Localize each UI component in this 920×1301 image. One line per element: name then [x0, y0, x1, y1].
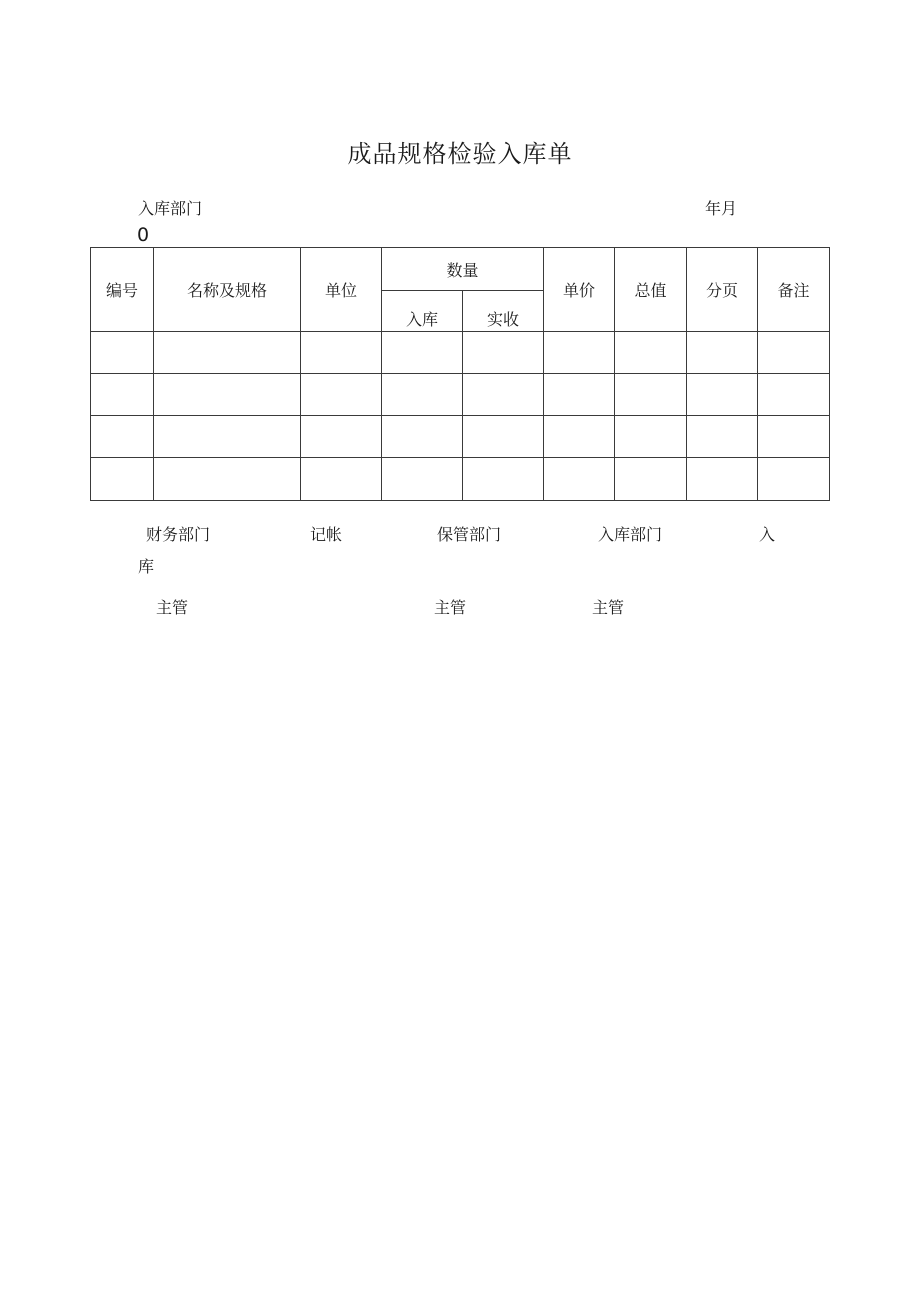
table-cell[interactable] [615, 374, 687, 416]
table-cell[interactable] [463, 416, 544, 458]
table-cell[interactable] [301, 332, 382, 374]
table-row [91, 332, 830, 374]
col-header-page: 分页 [687, 248, 758, 332]
table-cell[interactable] [758, 458, 830, 501]
table-cell[interactable] [615, 332, 687, 374]
col-header-name: 名称及规格 [154, 248, 301, 332]
table-cell[interactable] [758, 374, 830, 416]
table-cell[interactable] [154, 458, 301, 501]
inbound-char-label: 入 [759, 525, 776, 544]
table-cell[interactable] [544, 374, 615, 416]
table-cell[interactable] [91, 416, 154, 458]
header-row [91, 248, 830, 291]
table-row [91, 374, 830, 416]
date-label: 年月 [705, 199, 738, 218]
table-cell[interactable] [382, 332, 463, 374]
table-cell[interactable] [615, 416, 687, 458]
table-row [91, 416, 830, 458]
table-cell[interactable] [154, 374, 301, 416]
col-header-qty-in [382, 291, 463, 332]
dept-label: 入库部门 [138, 199, 203, 218]
table-cell[interactable] [91, 332, 154, 374]
table-cell[interactable] [91, 374, 154, 416]
col-header-qty-actual [463, 291, 544, 332]
table-cell[interactable] [758, 332, 830, 374]
table-cell[interactable] [544, 332, 615, 374]
table-cell[interactable] [615, 458, 687, 501]
inbound-char2-label: 库 [138, 557, 155, 576]
col-header-total: 总值 [615, 248, 687, 332]
table-row [91, 458, 830, 501]
dept-value: 0 [137, 224, 150, 246]
supervisor-label-2: 主管 [434, 598, 467, 617]
col-header-id: 编号 [91, 248, 154, 332]
table-cell[interactable] [758, 416, 830, 458]
table-cell[interactable] [687, 332, 758, 374]
storage-dept-label: 保管部门 [437, 525, 502, 544]
inbound-dept-label: 入库部门 [598, 525, 663, 544]
table-cell[interactable] [687, 458, 758, 501]
col-header-qty: 数量 [382, 248, 544, 291]
table-cell[interactable] [463, 458, 544, 501]
bookkeeping-label: 记帐 [310, 525, 343, 544]
table-cell[interactable] [91, 458, 154, 501]
table-cell[interactable] [463, 374, 544, 416]
document-title: 成品规格检验入库单 [347, 140, 573, 168]
finance-dept-label: 财务部门 [146, 525, 211, 544]
qty-actual-label: 实收 [487, 310, 520, 329]
table-cell[interactable] [382, 374, 463, 416]
table-cell[interactable] [301, 416, 382, 458]
supervisor-label-1: 主管 [156, 598, 189, 617]
table-cell[interactable] [382, 458, 463, 501]
table-cell[interactable] [544, 458, 615, 501]
supervisor-label-3: 主管 [592, 598, 625, 617]
table-cell[interactable] [687, 374, 758, 416]
table-cell[interactable] [687, 416, 758, 458]
table-cell[interactable] [463, 332, 544, 374]
table-cell[interactable] [301, 458, 382, 501]
col-header-unit: 单位 [301, 248, 382, 332]
table-cell[interactable] [301, 374, 382, 416]
table-cell[interactable] [154, 416, 301, 458]
table-cell[interactable] [382, 416, 463, 458]
table-cell[interactable] [544, 416, 615, 458]
col-header-remark: 备注 [758, 248, 830, 332]
table-cell[interactable] [154, 332, 301, 374]
qty-in-label: 入库 [405, 310, 438, 329]
col-header-price: 单价 [544, 248, 615, 332]
inbound-table [90, 247, 830, 501]
